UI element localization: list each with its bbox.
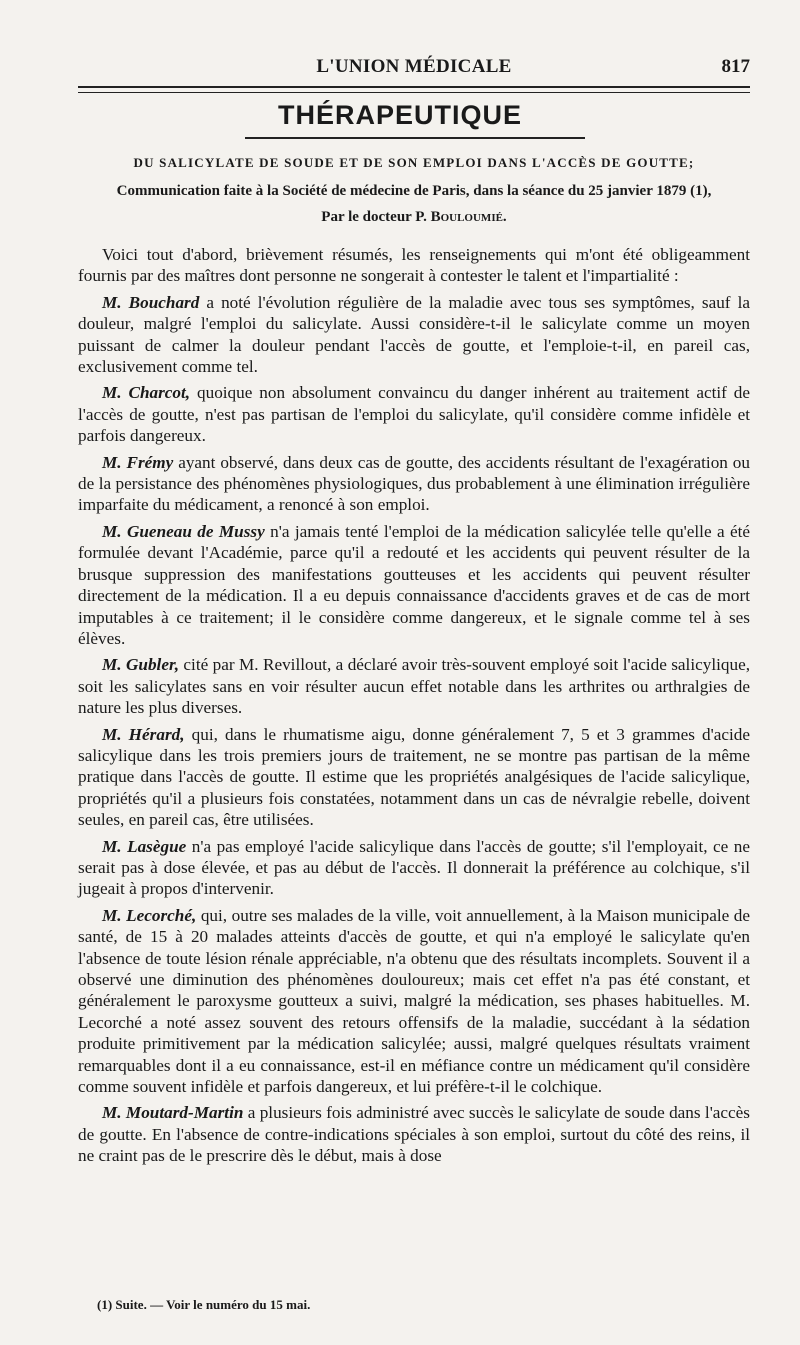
byline-author: Bouloumié. bbox=[430, 209, 507, 225]
paragraph-name: M. Charcot, bbox=[102, 383, 191, 403]
paragraph-text: n'a pas employé l'acide salicylique dans l'accès de goutte; s'il l'employait, ce ne serait pas à dose élevée, et pas au début de l'accès. Il donnerait la préférence au colchique, s'il jugeait à propos d'intervenir. bbox=[78, 836, 750, 899]
section-title: THÉRAPEUTIQUE bbox=[277, 100, 523, 130]
article-body bbox=[78, 244, 750, 1172]
paragraph-text: quoique non absolument convaincu du danger inhérent au traitement actif de l'accès de goutte, n'est pas partisan de l'emploi du salicylate, qu'il considère comme infidèle et parfois dangereux. bbox=[78, 383, 750, 446]
paragraph-name: M. Hérard, bbox=[102, 724, 185, 744]
paragraph-name: M. Frémy bbox=[102, 452, 174, 472]
paragraph bbox=[78, 1102, 750, 1166]
paragraph bbox=[78, 292, 750, 378]
paragraph-text: Voici tout d'abord, brièvement résumés, les renseignements qui m'ont été obligeamment fournis par des maîtres dont personne ne songerait à contester le talent et l'impartialité : bbox=[78, 245, 750, 286]
paragraph bbox=[78, 452, 750, 516]
byline-prefix: Par le docteur P. bbox=[321, 209, 427, 225]
paragraph bbox=[78, 521, 750, 649]
section-rule bbox=[245, 137, 585, 139]
paragraph-text: cité par M. Revillout, a déclaré avoir très-souvent employé soit l'acide salicylique, soit les salicylates sans en voir résulter aucun effet notable dans les arthrites ou arthralgies de nature les plus diverses. bbox=[78, 655, 750, 718]
paragraph-text: a noté l'évolution régulière de la maladie avec tous ses symptômes, sauf la douleur, malgré l'emploi du salicylate. Aussi considère-t-il le salicylate comme un moyen puissant de calmer la douleur pendant l'accès de goutte, et l'emploie-t-il, en pareil cas, exclusivement comme tel. bbox=[78, 292, 750, 377]
paragraph-text: n'a jamais tenté l'emploi de la médication salicylée telle qu'elle a été formulée devant l'Académie, parce qu'il a redouté et les accidents qui peuvent résulter de la brusque suppression des manifestations goutteuses et les accidents qui peuvent résulter directement de la médication. Il a eu depuis connaissance d'accidents graves et de cas de mort imputables à ce traitement; il le considère comme dangereux, et le signale comme tel à ses élèves. bbox=[78, 521, 751, 648]
paragraph-name: M. Gubler, bbox=[102, 655, 179, 675]
article-byline bbox=[78, 209, 750, 226]
paragraph-name: M. Lecorché, bbox=[102, 905, 197, 925]
paragraph-text: qui, dans le rhumatisme aigu, donne généralement 7, 5 et 3 grammes d'acide salicylique dans les trois premiers jours de traitement, ne se montre pas partisan de la même pratique dans l'accès de goutte. Il estime que les propriétés analgésiques de l'acide salicylique, propriétés qu'il a plusieurs fois constatées, notamment dans un cas de névralgie rebelle, doivent seules, en pareil cas, être utilisées. bbox=[78, 724, 750, 830]
running-head bbox=[78, 52, 750, 82]
article-title: DU SALICYLATE DE SOUDE ET DE SON EMPLOI DANS L'ACCÈS DE GOUTTE; bbox=[133, 155, 695, 170]
paragraph-text: qui, outre ses malades de la ville, voit annuellement, à la Maison municipale de santé, de 15 à 20 malades atteints d'accès de goutte, et qui n'a employé le salicylate qu'en l'absence de toute lésion rénale appréciable, n'a obtenu que des résultats incomplets. Souvent il a observé une diminution des phénomènes douloureux; mais cet effet n'a pas été constant, et généralement le paroxysme goutteux a suivi, malgré la médication, ses phases habituelles. M. Lecorché a noté assez souvent des retours offensifs de la maladie, succédant à la sédation produite primitivement par la médication salicylée; aussi, malgré quelques résultats vraiment remarquables dont il a eu connaissance, est-il en méfiance contre un médicament qu'il considère comme souvent infidèle et parfois dangereux, et lui préfère-t-il le colchique. bbox=[78, 905, 750, 1097]
paragraph bbox=[78, 905, 750, 1098]
paragraph bbox=[78, 654, 750, 718]
article-subtitle: Communication faite à la Société de médecine de Paris, dans la séance du 25 janvier 1879 (1), bbox=[116, 183, 712, 199]
paragraph-name: M. Gueneau de Mussy bbox=[102, 521, 265, 541]
paragraph bbox=[78, 244, 750, 287]
header-rule bbox=[78, 86, 750, 93]
paragraph bbox=[78, 724, 750, 831]
footnote: (1) Suite. — Voir le numéro du 15 mai. bbox=[97, 1297, 311, 1312]
journal-title: L'UNION MÉDICALE bbox=[316, 56, 512, 77]
paragraph-name: M. Moutard-Martin bbox=[102, 1103, 244, 1123]
paragraph-text: ayant observé, dans deux cas de goutte, des accidents résultant de l'exagération ou de la persistance des phénomènes physiologiques, dus probablement à une élimination irrégulière imparfaite du médicament, a renoncé à son emploi. bbox=[78, 452, 750, 515]
paragraph bbox=[78, 836, 750, 900]
paragraph-text: a plusieurs fois administré avec succès le salicylate de soude dans l'accès de goutte. En l'absence de contre-indications spéciales à son emploi, surtout du côté des reins, il ne craint pas de le prescrire dès le début, mais à dose bbox=[78, 1103, 750, 1166]
paragraph-name: M. Lasègue bbox=[102, 836, 187, 856]
page-number: 817 bbox=[721, 56, 750, 77]
paragraph bbox=[78, 382, 750, 446]
paragraph-name: M. Bouchard bbox=[102, 292, 200, 312]
